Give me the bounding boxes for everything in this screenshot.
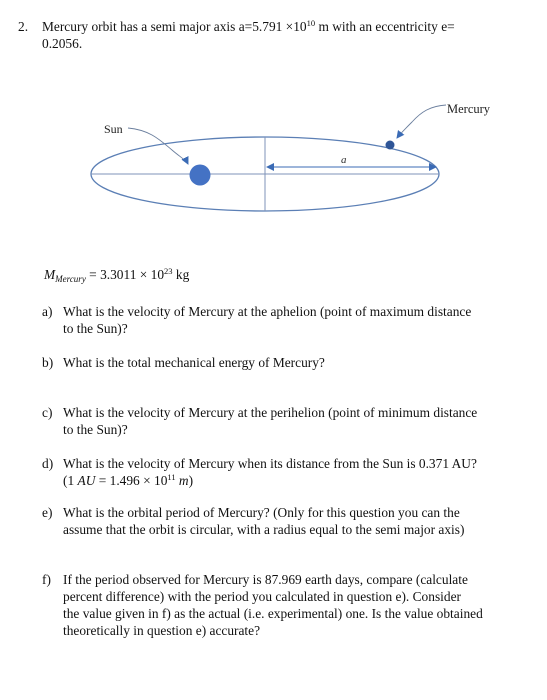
sun-label: Sun <box>104 122 123 136</box>
question-a-line1: What is the velocity of Mercury at the aphelion (point of maximum distance <box>63 304 472 319</box>
question-c-line1: What is the velocity of Mercury at the perihelion (point of minimum distance <box>63 405 478 420</box>
question-c-letter: c) <box>42 405 53 420</box>
question-f-line1: If the period observed for Mercury is 87.969 earth days, compare (calculate <box>63 572 468 587</box>
problem-statement-line2: 0.2056. <box>42 36 83 51</box>
mass-unit: kg <box>172 267 190 282</box>
problem-statement-pre: Mercury orbit has a semi major axis a=5.791 ×10 <box>42 19 307 34</box>
question-d-line1: What is the velocity of Mercury when its distance from the Sun is 0.371 AU? <box>63 456 477 471</box>
note-unit: m <box>175 473 189 488</box>
problem-number: 2. <box>18 19 29 34</box>
semi-major-axis-exponent: 10 <box>306 18 316 28</box>
note-eq: = 1.496 × 10 <box>95 473 168 488</box>
question-b-letter: b) <box>42 355 54 370</box>
mercury-mass <box>44 266 189 283</box>
sun-icon <box>190 165 211 186</box>
question-e-line2: assume that the orbit is circular, with a radius equal to the semi major axis) <box>63 522 465 537</box>
question-d-letter: d) <box>42 456 54 471</box>
question-f-line4: theoretically in question e) accurate? <box>63 623 261 638</box>
problem-statement-post: m with an eccentricity e= <box>315 19 455 34</box>
orbit-diagram <box>0 0 547 250</box>
question-e-line1: What is the orbital period of Mercury? (Only for this question you can the <box>63 505 460 520</box>
mass-exponent: 23 <box>164 266 173 276</box>
mercury-icon <box>386 141 395 150</box>
question-f-line3: the value given in f) as the actual (i.e. experimental) one. Is the value obtained <box>63 606 483 621</box>
question-a-line2: to the Sun)? <box>63 321 128 336</box>
question-f-line2: percent difference) with the period you calculated in question e). Consider <box>63 589 461 604</box>
mercury-label: Mercury <box>447 102 491 116</box>
mercury-callout-line <box>397 105 446 138</box>
semi-major-axis-label: a <box>341 154 347 166</box>
question-f-letter: f) <box>42 572 51 587</box>
question-b-line1: What is the total mechanical energy of Mercury? <box>63 355 325 370</box>
question-e-letter: e) <box>42 505 53 520</box>
mass-symbol: M <box>44 267 56 282</box>
note-close: ) <box>188 473 194 488</box>
mass-subscript: Mercury <box>55 274 86 284</box>
question-c-line2: to the Sun)? <box>63 422 128 437</box>
question-a-letter: a) <box>42 304 53 319</box>
note-au: AU <box>77 473 96 488</box>
note-exponent: 11 <box>167 472 176 482</box>
sun-callout-line <box>128 128 188 164</box>
question-d-note <box>63 472 193 489</box>
note-open: (1 <box>63 473 78 488</box>
mass-value: = 3.3011 × 10 <box>89 267 165 282</box>
